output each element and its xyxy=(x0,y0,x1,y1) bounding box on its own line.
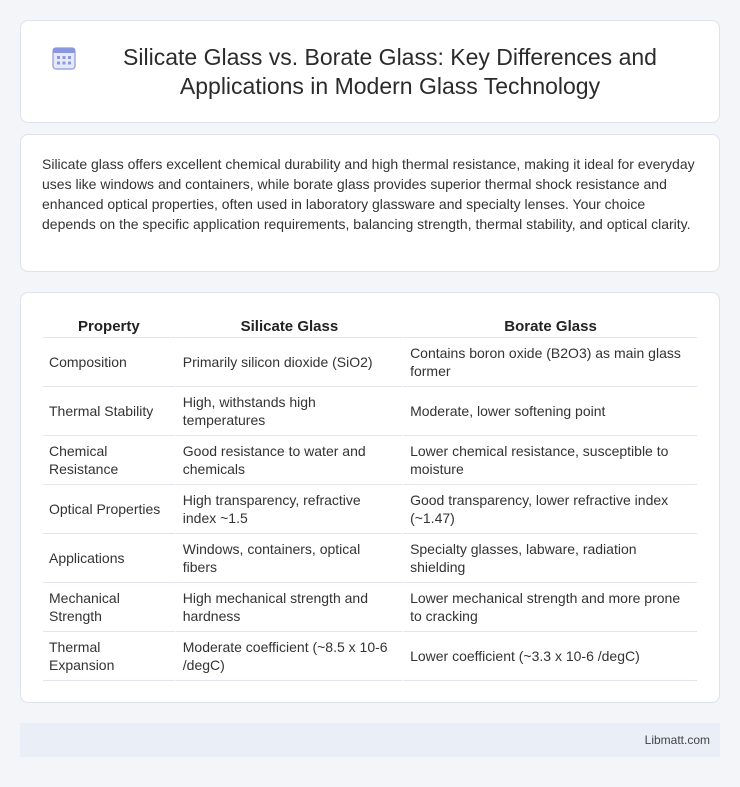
cell-silicate: High, withstands high temperatures xyxy=(175,387,402,436)
cell-property: Optical Properties xyxy=(43,485,175,534)
table-row xyxy=(43,534,697,583)
cell-property: Thermal Expansion xyxy=(43,632,175,681)
cell-silicate: High mechanical strength and hardness xyxy=(175,583,402,632)
cell-borate: Lower chemical resistance, susceptible to moisture xyxy=(402,436,697,485)
cell-property: Chemical Resistance xyxy=(43,436,175,485)
cell-silicate: Moderate coefficient (~8.5 x 10-6 /degC) xyxy=(175,632,402,681)
cell-property: Applications xyxy=(43,534,175,583)
cell-borate: Lower coefficient (~3.3 x 10-6 /degC) xyxy=(402,632,697,681)
cell-property: Composition xyxy=(43,338,175,387)
table-row xyxy=(43,583,697,632)
cell-borate: Moderate, lower softening point xyxy=(402,387,697,436)
header-borate-glass: Borate Glass xyxy=(402,313,697,338)
cell-silicate: Primarily silicon dioxide (SiO2) xyxy=(175,338,402,387)
cell-silicate: Good resistance to water and chemicals xyxy=(175,436,402,485)
intro-card xyxy=(20,134,720,272)
cell-borate: Lower mechanical strength and more prone to cracking xyxy=(402,583,697,632)
title-wrap xyxy=(51,43,689,101)
header-property: Property xyxy=(43,313,175,338)
cell-silicate: High transparency, refractive index ~1.5 xyxy=(175,485,402,534)
table-row xyxy=(43,632,697,681)
calendar-grid-icon xyxy=(51,45,77,71)
table-row xyxy=(43,436,697,485)
title-card xyxy=(20,20,720,123)
cell-borate: Contains boron oxide (B2O3) as main glass former xyxy=(402,338,697,387)
cell-borate: Good transparency, lower refractive index (~1.47) xyxy=(402,485,697,534)
header-silicate-glass: Silicate Glass xyxy=(175,313,402,338)
table-row xyxy=(43,485,697,534)
page-title: Silicate Glass vs. Borate Glass: Key Differences and Applications in Modern Glass Technology xyxy=(123,43,657,99)
intro-paragraph: Silicate glass offers excellent chemical durability and high thermal resistance, making it ideal for everyday uses like windows and containers, while borate glass provides superior thermal shock resistance and enhanced optical properties, often used in laboratory glassware and specialty lenses. Your choice depends on the specific application requirements, balancing strength, thermal stability, and optical clarity. xyxy=(42,156,695,232)
footer-site-link[interactable]: Libmatt.com xyxy=(644,733,710,747)
table-row xyxy=(43,338,697,387)
table-header-row xyxy=(43,313,697,338)
comparison-table xyxy=(43,313,697,681)
cell-property: Mechanical Strength xyxy=(43,583,175,632)
cell-silicate: Windows, containers, optical fibers xyxy=(175,534,402,583)
cell-property: Thermal Stability xyxy=(43,387,175,436)
footer xyxy=(20,723,720,757)
cell-borate: Specialty glasses, labware, radiation shielding xyxy=(402,534,697,583)
table-row xyxy=(43,387,697,436)
comparison-table-card xyxy=(20,292,720,703)
